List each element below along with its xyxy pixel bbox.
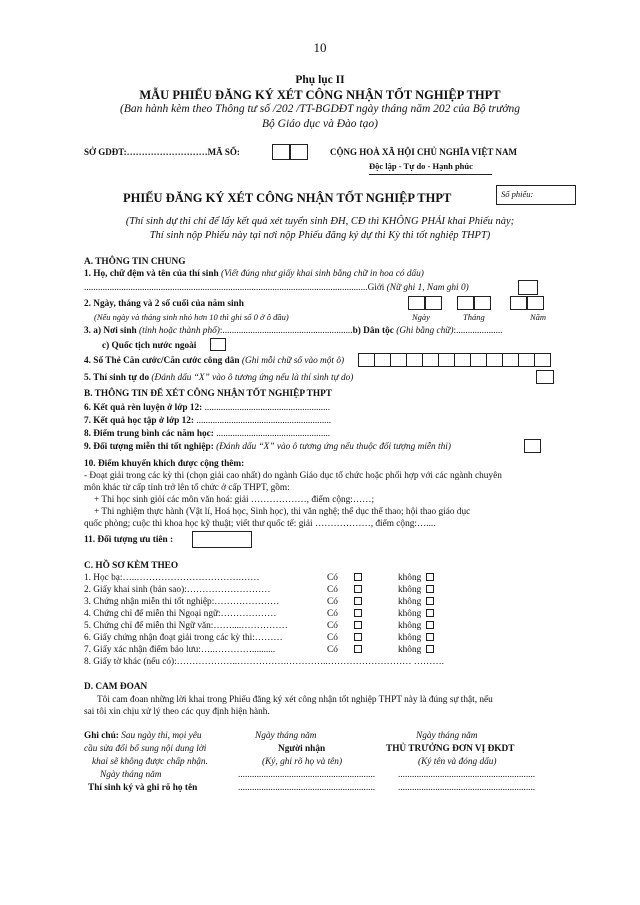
checkbox-icon[interactable] [354,585,362,593]
attachment-row: 6. Giấy chứng nhận đoạt giải trong các kỳ thi:……… [84,633,283,643]
checkbox-icon[interactable] [426,609,434,617]
motto-underline [369,174,492,175]
free-candidate-box[interactable] [536,370,554,384]
yes-option[interactable]: Có [327,573,362,583]
month-box-1[interactable] [457,296,474,310]
checkbox-icon[interactable] [354,621,362,629]
no-option[interactable]: không [398,609,434,619]
checkbox-icon[interactable] [354,597,362,605]
section-b-heading: B. THÔNG TIN ĐỂ XÉT CÔNG NHẬN TỐT NGHIỆP THPT [84,389,332,399]
candidate-signature-label: Thí sinh ký và ghi rõ họ tên [88,783,198,793]
instruction-line-1: (Thí sinh dự thi chỉ để lấy kết quả xét tuyển sinh ĐH, CĐ thì KHÔNG PHẢI khai Phiếu này; [125,216,515,227]
no-option[interactable]: không [398,597,434,607]
so-phieu-box[interactable] [496,185,576,205]
q10-line-4: + Thi nghiệm thực hành (Vật lí, Hoá học, Sinh học), thi văn nghệ; thể dục thể thao; hội thao giáo dục [94,507,471,517]
checkbox-icon[interactable] [426,645,434,653]
motto: Độc lập - Tự do - Hạnh phúc [369,161,473,171]
attachment-row: 2. Giấy khai sinh (bản sao):……………………… [84,585,271,595]
checkbox-icon[interactable] [426,573,434,581]
receiver-title: Người nhận [278,744,326,754]
foreign-nationality-box[interactable] [210,338,226,351]
attachment-row: 7. Giấy xác nhận điểm bảo lưu:…..………….......... [84,645,276,655]
month-box-2[interactable] [474,296,491,310]
section-a-heading: A. THÔNG TIN CHUNG [84,257,186,267]
q3c-foreign-nationality: c) Quốc tịch nước ngoài [102,341,197,351]
q6-conduct: 6. Kết quả rèn luyện ở lớp 12: ...................................................... [84,403,331,413]
footer-note-2: cầu sửa đổi bổ sung nội dung lời [84,744,207,754]
year-label: Năm [530,312,547,322]
day-label: Ngày [412,312,430,322]
head-signature-line[interactable]: ........................................................... [398,770,536,780]
subtitle-line-2: Bộ Giáo dục và Đào tạo) [262,118,378,130]
commitment-line-1: Tôi cam đoan những lời khai trong Phiếu đăng ký xét công nhận tốt nghiệp THPT này là đúng sự thật, nếu [97,695,493,705]
appendix-label: Phụ lục II [295,74,345,86]
q5-free-candidate: 5. Thí sinh tự do (Đánh dấu “X” vào ô tương ứng nếu là thí sinh tự do) [84,373,354,383]
checkbox-icon[interactable] [354,609,362,617]
q11-priority: 11. Đối tượng ưu tiên : [84,535,174,545]
section-c-heading: C. HỒ SƠ KÈM THEO [84,561,179,571]
ma-so-box-2[interactable] [290,144,308,160]
q2-hint: (Nếu ngày và tháng sinh nhỏ hơn 10 thì ghi số 0 ở ô đầu) [94,312,289,322]
q3-birthplace-ethnicity: 3. a) Nơi sinh (tỉnh hoặc thành phố):........................................................b) Dân tộc (Ghi bằng chữ):.................... [84,326,503,336]
q8-gpa: 8. Điểm trung bình các năm học: ................................................. [84,429,331,439]
so-gddt-label: SỞ GDĐT:………………………MÃ SỐ: [84,147,240,157]
no-option[interactable]: không [398,585,434,595]
year-box-2[interactable] [527,296,544,310]
exemption-box[interactable] [524,439,541,453]
head-hint: (Ký tên và đóng dấu) [418,757,497,767]
footer-note-3: khai sẽ không được chấp nhận. [92,757,208,767]
republic-title: CỘNG HOÀ XÃ HỘI CHỦ NGHĨA VIỆT NAM [330,147,517,157]
gender-box[interactable] [518,280,538,295]
yes-option[interactable]: Có [327,585,362,595]
receiver-hint: (Ký, ghi rõ họ và tên) [262,757,343,767]
ma-so-box-1[interactable] [272,144,290,160]
section-d-heading: D. CAM ĐOAN [84,682,148,692]
yes-option[interactable]: Có [327,621,362,631]
q9-exemption: 9. Đối tượng miễn thi tốt nghiệp: (Đánh dấu “X” vào ô tương ứng nếu thuộc đối tượng miễn thi) [84,442,451,452]
checkbox-icon[interactable] [426,597,434,605]
yes-option[interactable]: Có [327,597,362,607]
attachment-other: 8. Giấy tờ khác (nếu có):………………..…………….…………..……………………… ………. [84,657,444,667]
no-option[interactable]: không [398,633,434,643]
q4-id-number: 4. Số Thẻ Căn cước/Căn cước công dân (Ghi mỗi chữ số vào một ô) [84,356,345,366]
day-box-2[interactable] [425,296,442,310]
checkbox-icon[interactable] [426,621,434,629]
receiver-name-line[interactable]: ........................................................... [238,783,376,793]
no-option[interactable]: không [398,621,434,631]
checkbox-icon[interactable] [354,573,362,581]
attachment-row: 5. Chứng chỉ để miễn thi Ngữ văn:……....…………… [84,621,288,631]
no-option[interactable]: không [398,645,434,655]
form-template-title: MẪU PHIẾU ĐĂNG KÝ XÉT CÔNG NHẬN TỐT NGHIỆP THPT [139,88,501,102]
checkbox-icon[interactable] [354,633,362,641]
form-title: PHIẾU ĐĂNG KÝ XÉT CÔNG NHẬN TỐT NGHIỆP THPT [123,191,452,205]
checkbox-icon[interactable] [426,633,434,641]
attachment-row: 1. Học bạ:…..…………………………….…… [84,573,260,583]
yes-option[interactable]: Có [327,609,362,619]
candidate-date: Ngày tháng năm [100,770,162,780]
q10-line-3: + Thi học sinh giỏi các môn văn hoá: giải ………………, điểm cộng:……; [94,495,375,505]
instruction-line-2: Thí sinh nộp Phiếu này tại nơi nộp Phiếu đăng ký dự thi Kỳ thi tốt nghiệp THPT) [149,230,491,241]
q10-line-1: - Đoạt giải trong các kỳ thi (chọn giải cao nhất) do ngành Giáo dục tổ chức hoặc phối hợp với các ngành chuyên [84,471,502,481]
receiver-signature-line[interactable]: ........................................................... [238,770,376,780]
checkbox-icon[interactable] [354,645,362,653]
so-phieu-label: Số phiếu: [501,189,534,199]
yes-option[interactable]: Có [327,633,362,643]
q2-birth-date: 2. Ngày, tháng và 2 số cuối của năm sinh [84,299,244,309]
head-title: THỦ TRƯỞNG ĐƠN VỊ ĐKDT [386,744,515,754]
q1-name-line[interactable]: ..........................................................................................................................Giới (Nữ ghi 1, Nam ghi 0) [84,283,469,293]
q10-line-5: quốc phòng; cuộc thi khoa học kỹ thuật; viết thư quốc tế: giải ………………, điểm cộng:….... [84,519,436,529]
q1-full-name: 1. Họ, chữ đệm và tên của thí sinh (Viết đúng như giấy khai sinh bằng chữ in hoa có dấu) [84,269,424,279]
yes-option[interactable]: Có [327,645,362,655]
receiver-date: Ngày tháng năm [255,731,317,741]
head-name-line[interactable]: ........................................................... [398,783,536,793]
attachment-row: 4. Chứng chỉ để miễn thi Ngoại ngữ:……………… [84,609,277,619]
id-number-boxes[interactable] [358,353,558,367]
commitment-line-2: sai tôi xin chịu xử lý theo các quy định hiện hành. [84,707,270,717]
priority-box[interactable] [192,531,252,548]
no-option[interactable]: không [398,573,434,583]
q10-line-2: môn khác từ cấp tỉnh trở lên tổ chức ở cấp THPT, gồm: [84,483,290,493]
month-label: Tháng [463,312,485,322]
page-number: 10 [313,40,327,55]
subtitle-line-1: (Ban hành kèm theo Thông tư số /202 /TT-BGDĐT ngày tháng năm 202 của Bộ trưởng [120,103,520,115]
q10-bonus: 10. Điểm khuyến khích được cộng thêm: [84,459,245,469]
checkbox-icon[interactable] [426,585,434,593]
attachment-row: 3. Chứng nhận miễn thi tốt nghiệp:………………… [84,597,280,607]
day-box-1[interactable] [408,296,425,310]
year-box-1[interactable] [510,296,527,310]
head-date: Ngày tháng năm [416,731,478,741]
footer-note-1: Ghi chú: Sau ngày thi, mọi yêu [84,731,202,741]
q7-academic: 7. Kết quả học tập ở lớp 12: .......................................................... [84,416,332,426]
